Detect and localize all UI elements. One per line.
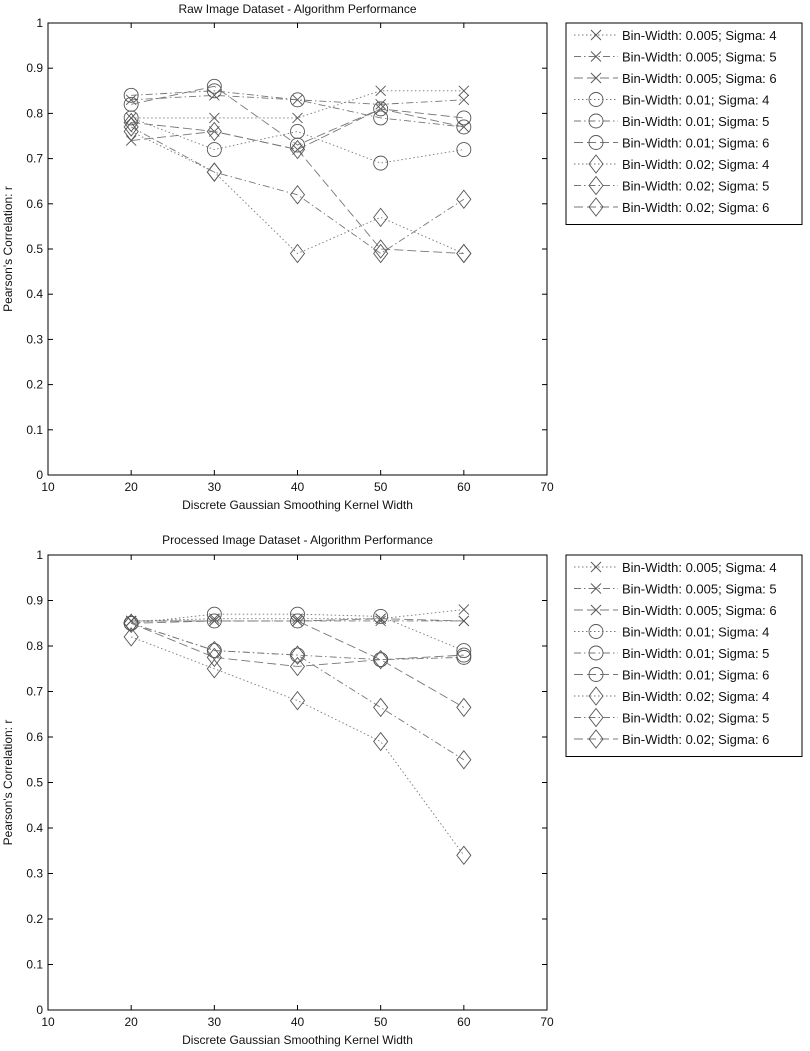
chart2-legend-label: Bin-Width: 0.01; Sigma: 6 bbox=[622, 667, 770, 683]
chart2-x-tick-label: 40 bbox=[290, 1015, 305, 1029]
chart2-legend-label: Bin-Width: 0.005; Sigma: 5 bbox=[622, 581, 777, 597]
chart2-y-tick-label: 0 bbox=[36, 1003, 43, 1017]
chart1 bbox=[1, 2, 802, 512]
chart1-x-axis-label: Discrete Gaussian Smoothing Kernel Width bbox=[182, 498, 413, 512]
chart2-x-tick-label: 50 bbox=[373, 1015, 388, 1029]
chart2-y-tick-label: 0.2 bbox=[26, 912, 43, 926]
chart2-x-tick-label: 30 bbox=[207, 1015, 222, 1029]
chart1-x-tick-label: 40 bbox=[290, 480, 305, 494]
chart2-legend-label: Bin-Width: 0.005; Sigma: 6 bbox=[622, 603, 777, 618]
chart1-x-tick-label: 70 bbox=[540, 480, 554, 494]
chart1-x-tick-label: 20 bbox=[124, 480, 138, 494]
chart1-legend-label: Bin-Width: 0.005; Sigma: 4 bbox=[622, 28, 777, 43]
chart2-y-tick-label: 0.5 bbox=[26, 775, 43, 790]
chart2-y-tick-label: 0.9 bbox=[26, 593, 43, 608]
chart2-y-tick-label: 0.4 bbox=[26, 821, 43, 835]
chart2-legend-label: Bin-Width: 0.02; Sigma: 6 bbox=[622, 732, 770, 747]
chart2-x-tick-label: 20 bbox=[124, 1015, 138, 1029]
chart1-x-tick-label: 10 bbox=[41, 480, 55, 494]
chart2-legend-label: Bin-Width: 0.005; Sigma: 4 bbox=[622, 560, 777, 575]
chart2-title: Processed Image Dataset - Algorithm Performance bbox=[162, 533, 433, 547]
chart1-legend-label: Bin-Width: 0.01; Sigma: 5 bbox=[622, 114, 770, 129]
chart2-plot-area bbox=[48, 555, 547, 1010]
chart2-y-tick-label: 0.7 bbox=[26, 684, 43, 699]
chart1-y-tick-label: 0.6 bbox=[26, 196, 43, 211]
chart1-y-tick-label: 0.8 bbox=[26, 106, 43, 121]
chart1-y-tick-label: 0.7 bbox=[26, 151, 43, 166]
chart1-x-tick-label: 50 bbox=[373, 480, 388, 494]
chart1-y-tick-label: 0 bbox=[36, 468, 43, 482]
chart1-legend-label: Bin-Width: 0.02; Sigma: 5 bbox=[622, 178, 770, 194]
chart1-y-tick-label: 0.9 bbox=[26, 61, 43, 76]
chart1-legend-label: Bin-Width: 0.02; Sigma: 6 bbox=[622, 200, 770, 215]
chart1-legend bbox=[566, 23, 802, 225]
chart2-legend-label: Bin-Width: 0.02; Sigma: 4 bbox=[622, 689, 770, 704]
chart1-y-tick-label: 0.3 bbox=[26, 332, 43, 347]
chart1-plot-area bbox=[48, 23, 547, 475]
chart1-y-tick-label: 0.2 bbox=[26, 377, 43, 392]
chart2-legend-label: Bin-Width: 0.01; Sigma: 4 bbox=[622, 624, 770, 640]
chart1-legend-label: Bin-Width: 0.005; Sigma: 5 bbox=[622, 49, 777, 65]
chart1-y-tick-label: 0.1 bbox=[26, 422, 43, 437]
chart2-legend-label: Bin-Width: 0.02; Sigma: 5 bbox=[622, 710, 770, 726]
chart2-x-axis-label: Discrete Gaussian Smoothing Kernel Width bbox=[182, 1033, 413, 1047]
chart1-legend-label: Bin-Width: 0.01; Sigma: 6 bbox=[622, 135, 770, 151]
chart2-legend-label: Bin-Width: 0.01; Sigma: 5 bbox=[622, 646, 770, 661]
chart2-y-tick-label: 0.6 bbox=[26, 730, 43, 744]
chart2-x-tick-label: 10 bbox=[41, 1015, 55, 1029]
chart2-y-axis-label: Pearson's Correlation: r bbox=[1, 719, 15, 846]
chart1-y-tick-label: 0.5 bbox=[26, 242, 43, 256]
chart1-legend-label: Bin-Width: 0.005; Sigma: 6 bbox=[622, 71, 777, 86]
chart1-title: Raw Image Dataset - Algorithm Performance bbox=[178, 2, 417, 16]
chart1-y-tick-label: 1 bbox=[36, 16, 43, 30]
chart1-legend-label: Bin-Width: 0.01; Sigma: 4 bbox=[622, 92, 770, 108]
chart1-x-tick-label: 60 bbox=[457, 480, 471, 494]
chart2-legend bbox=[566, 555, 802, 757]
chart2-y-tick-label: 0.3 bbox=[26, 866, 43, 881]
chart2-y-tick-label: 0.1 bbox=[26, 957, 43, 972]
chart1-legend-label: Bin-Width: 0.02; Sigma: 4 bbox=[622, 157, 770, 172]
chart1-x-tick-label: 30 bbox=[207, 480, 222, 494]
chart2-y-tick-label: 1 bbox=[36, 548, 43, 562]
chart2-x-tick-label: 70 bbox=[540, 1015, 554, 1029]
chart2-x-tick-label: 60 bbox=[457, 1015, 471, 1029]
chart2 bbox=[1, 533, 802, 1047]
chart1-y-axis-label: Pearson's Correlation: r bbox=[1, 186, 15, 312]
chart1-y-tick-label: 0.4 bbox=[26, 287, 43, 302]
chart2-y-tick-label: 0.8 bbox=[26, 639, 43, 653]
